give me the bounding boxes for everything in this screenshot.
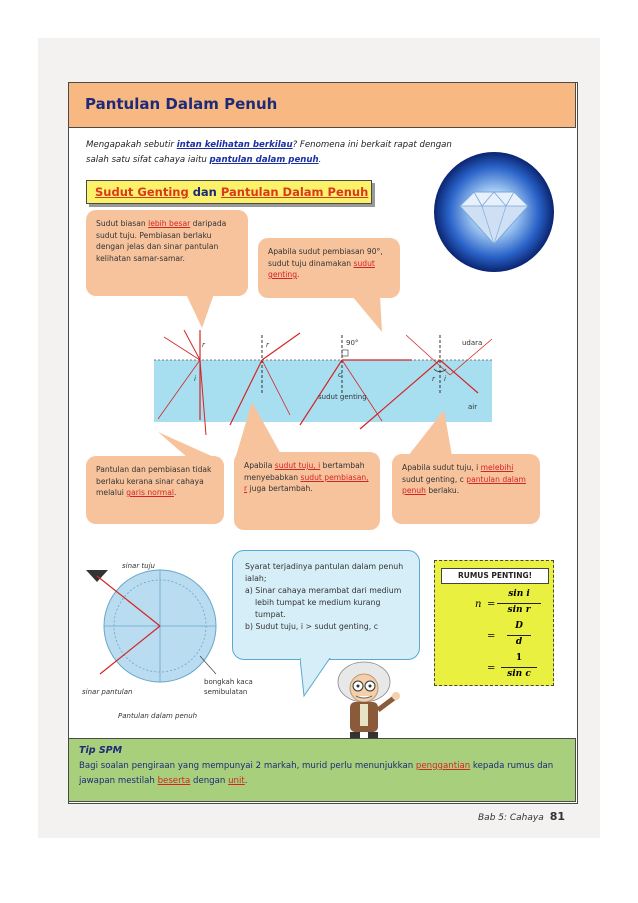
- section-heading: [86, 180, 372, 204]
- bubble2-highlight: sudut genting: [268, 258, 375, 279]
- formula-eq-3: =: [487, 663, 496, 674]
- section-heading-part3: Pantulan Dalam Penuh: [220, 185, 369, 199]
- label-90: 90°: [346, 339, 359, 347]
- bubble4-text-2: bertambah menyebabkan: [244, 461, 365, 482]
- section-heading-part1: Sudut Genting: [95, 185, 189, 199]
- label-c: c: [338, 371, 342, 379]
- professor-cartoon: [330, 660, 420, 744]
- bubble4-tail: [236, 402, 286, 458]
- label-air: air: [468, 403, 478, 411]
- tip-text-4: .: [244, 776, 248, 786]
- bubble-incident-increase: [234, 452, 380, 530]
- tip-highlight-3: unit: [228, 776, 245, 786]
- bubble4-highlight-2: sudut pembiasan, r: [244, 472, 369, 493]
- footer-page-number: 81: [549, 810, 566, 823]
- bubble2-text-1: Apabila sudut pembiasan 90°, sudut tuju dinamakan: [268, 247, 383, 268]
- formula-num-2: D: [515, 621, 523, 631]
- bubble2-text-2: .: [297, 270, 300, 279]
- label-sudut-genting: sudut genting: [318, 393, 367, 401]
- tip-text-1: Bagi soalan pengiraan yang mempunyai 2 markah, murid perlu menunjukkan: [79, 761, 416, 771]
- label-r2: r: [266, 341, 269, 349]
- bubble4-text-3: juga bertambah.: [247, 484, 313, 493]
- formula-box: [434, 560, 554, 686]
- formula-num-3: 1: [515, 653, 523, 663]
- label-r4: r: [432, 375, 435, 383]
- conditions-intro: Syarat terjadinya pantulan dalam penuh ialah;: [245, 562, 404, 583]
- label-sinar-tuju: sinar tuju: [122, 562, 155, 570]
- bubble-total-internal-reflection: [392, 454, 540, 524]
- tip-text-3: dengan: [190, 776, 229, 786]
- formula-num-1: sin i: [508, 589, 530, 599]
- formula-den-2: d: [515, 637, 523, 647]
- tip-body: [79, 759, 559, 789]
- label-i1: i: [194, 375, 196, 383]
- bubble-refraction-larger: [86, 210, 248, 296]
- tip-highlight-1: penggantian: [415, 761, 471, 771]
- label-r1: r: [202, 341, 205, 349]
- bubble3-text-1: Pantulan dan pembiasan tidak berlaku kerana sinar cahaya melalui: [96, 465, 212, 497]
- tip-spm-box: [68, 738, 576, 802]
- bubble4-highlight-1: sudut tuju, i: [274, 461, 321, 470]
- diamond-image: [432, 150, 556, 274]
- bubble5-highlight-2: pantulan dalam penuh: [402, 474, 526, 495]
- tip-title: Tip SPM: [79, 745, 123, 756]
- footer-chapter: Bab 5: Cahaya: [478, 813, 544, 823]
- bubble3-text-2: .: [173, 488, 177, 497]
- label-bongkah-2: semibulatan: [204, 688, 248, 696]
- bubble5-tail: [408, 410, 458, 458]
- header-bar: [68, 82, 576, 128]
- condition-a: a) Sinar cahaya merambat dari medium lebih tumpat ke medium kurang tumpat.: [245, 586, 402, 619]
- intro-text-2: ? Fenomena ini berkait rapat dengan salah satu sifat cahaya iaitu: [86, 140, 452, 165]
- formula-title: RUMUS PENTING!: [441, 568, 549, 584]
- formula-line-2: [507, 635, 531, 636]
- tip-text-2: kepada rumus dan jawapan mestilah: [79, 761, 554, 786]
- bubble1-text-1: Sudut biasan: [96, 219, 149, 228]
- intro-link-tir: pantulan dalam penuh: [209, 155, 319, 165]
- conditions-bubble: [232, 550, 420, 660]
- label-udara: udara: [462, 339, 483, 347]
- bubble1-highlight: lebih besar: [148, 219, 191, 228]
- formula-eq-1: =: [487, 599, 496, 610]
- label-sinar-pantulan: sinar pantulan: [82, 688, 133, 696]
- formula-line-1: [497, 603, 541, 604]
- formula-den-3: sin c: [507, 669, 531, 679]
- intro-paragraph: [86, 138, 476, 168]
- bubble5-text-1: Apabila sudut tuju, i: [402, 463, 481, 472]
- tip-highlight-2: beserta: [157, 776, 191, 786]
- formula-den-1: sin r: [507, 605, 531, 615]
- page-footer: [478, 810, 565, 823]
- label-i4: i: [444, 375, 446, 383]
- page-title: Pantulan Dalam Penuh: [85, 95, 278, 113]
- intro-text-1: Mengapakah sebutir: [86, 140, 177, 150]
- bubble3-highlight: garis normal: [126, 488, 174, 497]
- bubble5-highlight-1: melebihi: [480, 463, 514, 472]
- glass-block-caption: Pantulan dalam penuh: [118, 712, 198, 720]
- bubble-normal-line: [86, 456, 224, 524]
- bubble5-text-3: berlaku.: [425, 486, 460, 495]
- formula-eq-2: =: [487, 631, 496, 642]
- bubble1-text-2: daripada sudut tuju. Pembiasan berlaku dengan jelas dan sinar pantulan kelihatan samar-samar.: [96, 219, 227, 263]
- intro-link-diamond: intan kelihatan berkilau: [176, 140, 293, 150]
- bubble4-text-1: Apabila: [244, 461, 275, 470]
- intro-text-3: .: [318, 155, 322, 165]
- bubble-critical-angle: [258, 238, 400, 298]
- formula-line-3: [501, 667, 537, 668]
- condition-b: b) Sudut tuju, i > sudut genting, c: [245, 622, 378, 631]
- label-bongkah-1: bongkah kaca: [204, 678, 253, 686]
- formula-n: n: [475, 599, 482, 610]
- section-heading-part2: dan: [188, 185, 221, 199]
- bubble5-text-2: sudut genting, c: [402, 474, 467, 484]
